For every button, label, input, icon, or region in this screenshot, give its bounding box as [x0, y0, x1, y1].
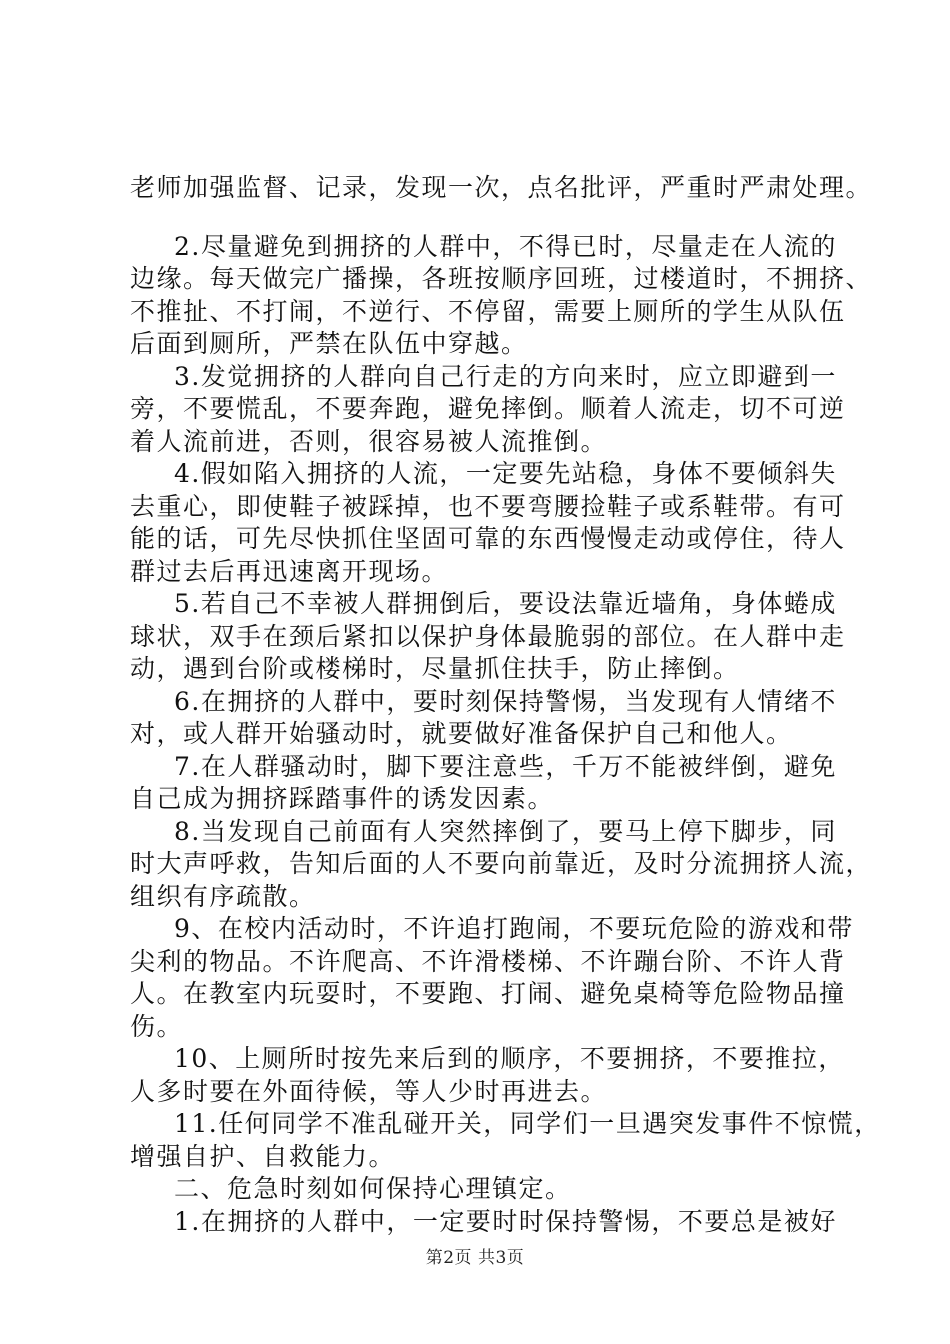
page-footer: 第2页 共3页	[425, 1248, 525, 1268]
text-line: 6.在拥挤的人群中，要时刻保持警惕，当发现有人情绪不	[174, 686, 837, 716]
text-line: 球状，双手在颈后紧扣以保护身体最脆弱的部位。在人群中走	[130, 621, 846, 651]
text-line: 增强自护、自救能力。	[130, 1141, 396, 1171]
text-line: 自己成为拥挤踩踏事件的诱发因素。	[130, 784, 555, 813]
text-line: 群过去后再迅速离开现场。	[130, 556, 449, 586]
text-line: 11.任何同学不准乱碰开关，同学们一旦遇突发事件不惊慌，	[174, 1109, 881, 1138]
text-line: 二、危急时刻如何保持心理镇定。	[174, 1174, 572, 1203]
text-line: 伤。	[130, 1011, 184, 1041]
text-line: 对，或人群开始骚动时，就要做好准备保护自己和他人。	[130, 719, 793, 748]
text-line: 动，遇到台阶或楼梯时，尽量抓住扶手，防止摔倒。	[130, 654, 740, 683]
text-line: 旁，不要慌乱，不要奔跑，避免摔倒。顺着人流走，切不可逆	[130, 394, 846, 423]
text-line: 人多时要在外面待候，等人少时再进去。	[130, 1076, 608, 1106]
text-line: 组织有序疏散。	[130, 881, 316, 911]
text-line: 3.发觉拥挤的人群向自己行走的方向来时，应立即避到一	[174, 361, 837, 391]
text-line: 2.尽量避免到拥挤的人群中，不得已时，尽量走在人流的	[174, 231, 837, 261]
text-line: 着人流前进，否则，很容易被人流推倒。	[130, 426, 608, 456]
text-line: 5.若自己不幸被人群拥倒后，要设法靠近墙角，身体蜷成	[174, 589, 837, 618]
text-line: 边缘。每天做完广播操，各班按顺序回班，过楼道时，不拥挤、	[130, 264, 873, 293]
text-line: 时大声呼救，告知后面的人不要向前靠近，及时分流拥挤人流，	[130, 849, 873, 878]
text-line: 10、上厕所时按先来后到的顺序，不要拥挤，不要推拉，	[174, 1044, 845, 1073]
text-line: 8.当发现自己前面有人突然摔倒了，要马上停下脚步，同	[174, 816, 837, 846]
text-line: 去重心，即使鞋子被踩掉，也不要弯腰捡鞋子或系鞋带。有可	[130, 491, 846, 521]
text-line: 4.假如陷入拥挤的人流，一定要先站稳，身体不要倾斜失	[174, 459, 837, 488]
text-line: 老师加强监督、记录，发现一次，点名批评，严重时严肃处理。	[130, 173, 873, 202]
document-body	[130, 172, 881, 1238]
text-line: 能的话，可先尽快抓住坚固可靠的东西慢慢走动或停住，待人	[130, 524, 846, 553]
text-line: 1.在拥挤的人群中，一定要时时保持警惕，不要总是被好	[174, 1206, 837, 1236]
text-line: 不推扯、不打闹，不逆行、不停留，需要上厕所的学生从队伍	[130, 296, 846, 326]
text-line: 9、在校内活动时，不许追打跑闹，不要玩危险的游戏和带	[174, 914, 854, 943]
text-line: 7.在人群骚动时，脚下要注意些，千万不能被绊倒，避免	[174, 751, 837, 781]
text-line: 人。在教室内玩耍时，不要跑、打闹、避免桌椅等危险物品撞	[130, 979, 846, 1008]
text-line: 后面到厕所，严禁在队伍中穿越。	[130, 329, 528, 358]
text-line: 尖利的物品。不许爬高、不许滑楼梯、不许蹦台阶、不许人背	[130, 946, 846, 976]
paragraph-gap	[130, 205, 830, 231]
